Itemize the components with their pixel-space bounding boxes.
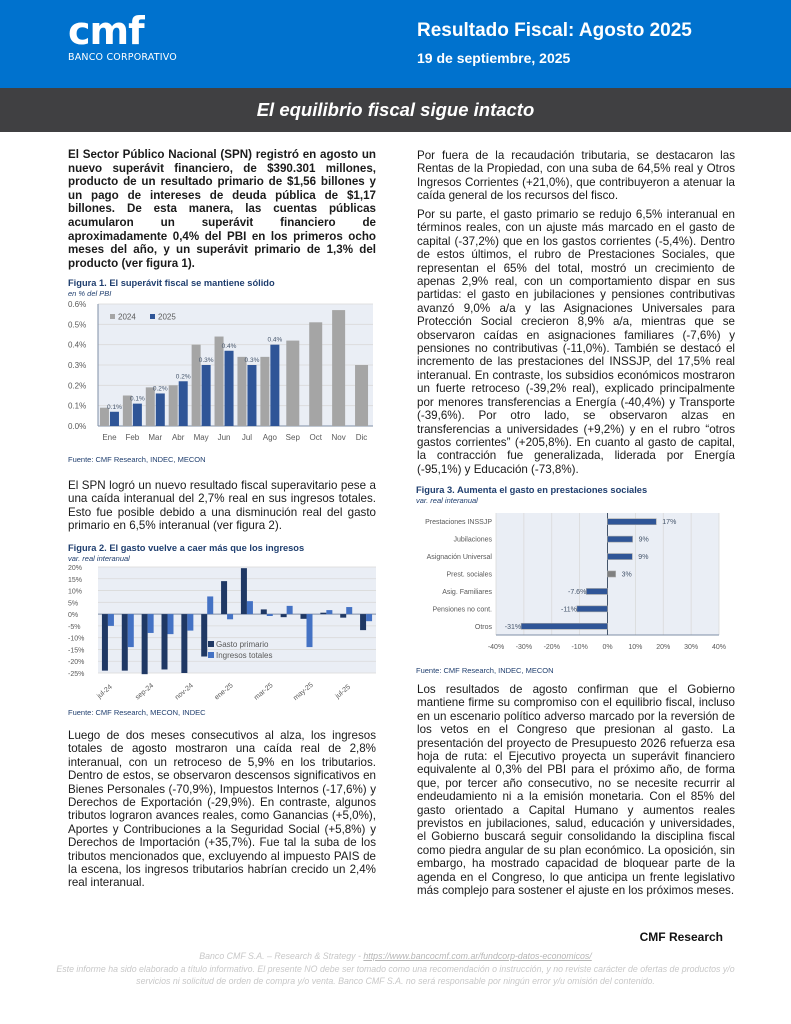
- y-tick-label: 0%: [68, 612, 79, 620]
- paragraph: Por su parte, el gasto primario se redujo 6,5% interanual en términos reales, con un ajuste más marcado en el gasto de capital (-37,2%) que en los gastos corrientes (-5,4%). Dentro de estos últimos, el rubro de Prestaciones Sociales, que representan el 65% del total, mostró un crecimiento de apenas 2,9% real, con un comportamiento dispar en sus partidas: el gasto en jubilaciones y pensiones contributivas avanzó 9,0% a/a y las Asignaciones Universales para Protección Social crecieron 8,9% a/a, mientras que se observaron caídas en asignaciones familiares (-7,6%) y pensiones no contributivas (-11,0%). También se destacó el incremento de las prestaciones del INSSJP, del 17,5% real interanual. En contraste, los subsidios económicos mostraron un fuerte retroceso (-39,2% real), explicado principalmente por menores transferencias a Energía (-40,4%) y Transporte (-39,6%). Por otro lado, se observaron alzas en transferencias a universidades (+9,2%) y en el rubro “otros gastos corrientes” (+205,8%). En cuanto al gasto de capital, la contracción fue generalizada, liderada por Energía (-95,1%) y Educación (-73,8%).: [417, 208, 735, 476]
- y-tick-label: 0.6%: [68, 300, 87, 309]
- x-tick-label: mar-25: [253, 682, 275, 702]
- bar-2024: [286, 341, 299, 426]
- paragraph: Por fuera de la recaudación tributaria, se destacaron las Rentas de la Propiedad, con una suba de 64,5% real y Otros Ingresos Corrientes (+21,0%), que contribuyeron a atenuar la caída general de los recursos del fisco.: [417, 149, 735, 203]
- data-label: 0.3%: [198, 357, 214, 364]
- bar-2024: [169, 385, 178, 426]
- bar-2024: [260, 357, 269, 426]
- paragraph: El SPN logró un nuevo resultado fiscal superavitario pese a una caída interanual del 2,7% real en sus ingresos totales. Esto fue posible debido a una disminución real del gasto primario en 6,5% interanual (ver figura 2).: [68, 479, 376, 533]
- y-category-label: Otros: [474, 623, 492, 631]
- y-tick-label: -15%: [68, 647, 85, 655]
- bar-2025: [225, 351, 234, 426]
- bar-ingresos-totales: [346, 607, 352, 614]
- bar-gasto-primario: [201, 614, 207, 656]
- legend-label: 2025: [158, 312, 176, 322]
- data-label: 3%: [621, 571, 632, 579]
- figure-subtitle: en % del PBI: [68, 289, 112, 298]
- bar-gasto-primario: [281, 614, 287, 617]
- bar-ingresos-totales: [227, 614, 233, 619]
- logo-wordmark: cmf: [68, 9, 144, 53]
- figure-title: Figura 1. El superávit fiscal se mantiene sólido: [68, 278, 275, 288]
- bar: [608, 519, 657, 525]
- x-tick-label: Jun: [217, 433, 231, 442]
- bar-gasto-primario: [122, 614, 128, 671]
- x-tick-label: Feb: [125, 433, 140, 442]
- data-label: -31%: [504, 623, 522, 631]
- figure-subtitle: var. real interanual: [68, 554, 130, 563]
- bar-2025: [247, 365, 256, 426]
- bar-ingresos-totales: [168, 614, 174, 634]
- bar: [608, 571, 616, 577]
- x-tick-label: -10%: [571, 644, 588, 651]
- legend-swatch: [150, 314, 155, 319]
- bar-2025: [179, 381, 188, 426]
- report-date: 19 de septiembre, 2025: [417, 50, 571, 66]
- bar-2024: [215, 337, 224, 426]
- x-tick-label: jul-25: [334, 683, 353, 701]
- bar-2025: [133, 404, 142, 426]
- x-tick-label: -30%: [515, 644, 533, 651]
- data-label: 0.4%: [221, 342, 237, 350]
- figure-1-chart: [68, 298, 378, 450]
- figure-source: Fuente: CMF Research, INDEC, MECON: [68, 455, 206, 464]
- bar-ingresos-totales: [307, 614, 313, 647]
- figure-subtitle: var. real interanual: [416, 496, 478, 505]
- x-tick-label: jul-24: [96, 683, 114, 701]
- lead-paragraph: El Sector Público Nacional (SPN) registró en agosto un nuevo superávit financiero, de $390.301 millones, producto de un resultado primario de $1,56 billones y un pago de intereses de deuda pública de $1,17 billones. De esta manera, las cuentas públicas acumularon un superávit financiero de aproximadamente 0,4% del PBI en los primeros ocho meses del año, y un superávit primario de 1,3% del producto (ver figura 1).: [68, 148, 376, 270]
- data-label: 0.1%: [129, 395, 145, 403]
- legend-label: 2024: [118, 312, 136, 322]
- data-label: 0.2%: [175, 373, 191, 381]
- x-tick-label: Oct: [309, 433, 322, 442]
- legend-label: Ingresos totales: [216, 651, 273, 660]
- y-tick-label: 0.5%: [68, 320, 87, 330]
- figure-2: [68, 543, 378, 717]
- bar-gasto-primario: [221, 581, 227, 614]
- figure-source: Fuente: CMF Research, INDEC, MECON: [416, 666, 554, 675]
- bar-ingresos-totales: [108, 614, 114, 626]
- y-tick-label: -25%: [68, 671, 85, 678]
- headline: El equilibrio fiscal sigue intacto: [256, 99, 535, 120]
- figure-title: Figura 2. El gasto vuelve a caer más que los ingresos: [68, 543, 305, 553]
- x-tick-label: 20%: [656, 644, 671, 651]
- report-header: [0, 0, 791, 88]
- x-tick-label: -40%: [487, 644, 505, 651]
- footer-link[interactable]: https://www.bancocmf.com.ar/fundcorp-datos-economicos/: [363, 951, 592, 961]
- legend-label: Gasto primario: [216, 640, 269, 649]
- footer-line: [40, 950, 751, 963]
- bar-2024: [146, 387, 155, 426]
- y-tick-label: 0.0%: [68, 422, 87, 431]
- bar-gasto-primario: [241, 568, 247, 614]
- data-label: 9%: [638, 554, 649, 562]
- bar-2024: [309, 322, 322, 426]
- bar-ingresos-totales: [207, 596, 213, 614]
- x-tick-label: Dic: [355, 433, 368, 442]
- signature: CMF Research: [639, 930, 723, 944]
- bar: [577, 606, 608, 612]
- y-category-label: Prest. sociales: [446, 571, 492, 579]
- figure-1: [68, 278, 378, 464]
- bar-2025: [110, 412, 119, 426]
- figure-2-chart: [68, 563, 378, 703]
- bar-ingresos-totales: [326, 610, 332, 614]
- y-tick-label: 0.2%: [68, 381, 87, 391]
- bar-2025: [270, 345, 279, 426]
- y-category-label: Pensiones no cont.: [432, 606, 492, 614]
- bar-ingresos-totales: [128, 614, 134, 647]
- y-category-label: Jubilaciones: [453, 536, 492, 544]
- bar-gasto-primario: [181, 614, 187, 673]
- figure-source: Fuente: CMF Research, MECON, INDEC: [68, 708, 206, 717]
- left-column: [68, 148, 376, 270]
- y-tick-label: -20%: [68, 659, 85, 667]
- x-tick-label: may-25: [292, 681, 315, 703]
- x-tick-label: ene-25: [213, 682, 235, 702]
- bar: [586, 588, 607, 594]
- y-tick-label: 10%: [68, 588, 83, 596]
- paragraph: Los resultados de agosto confirman que el Gobierno mantiene firme su compromiso con el equilibrio fiscal, incluso en un escenario político adverso marcado por la reversión de los vetos en el Congreso que presionan al gasto. La presentación del proyecto de Presupuesto 2026 refuerza esa hoja de ruta: el Ejecutivo proyecta un superávit financiero equivalente al 0,3% del PBI para el próximo año, de forma que, por tercer año consecutivo, no se necesite recurrir al endeudamiento ni a la emisión monetaria. Con el 85% del gasto orientado a Capital Humano y aumentos reales previstos en jubilaciones, salud, educación y universidades, el Gobierno buscará seguir consolidando la disciplina fiscal como piedra angular de su plan económico. La oposición, sin embargo, ha mostrado capacidad de bloquear parte de la agenda en el Congreso, lo que anticipa un frente legislativo más complejo para sostener el ajuste en los próximos meses.: [417, 683, 735, 898]
- y-category-label: Prestaciones INSSJP: [425, 519, 492, 527]
- cmf-logo: [68, 9, 177, 63]
- bar: [608, 536, 633, 542]
- y-tick-label: 0.1%: [68, 401, 87, 411]
- bar-ingresos-totales: [187, 614, 193, 630]
- paragraph: Luego de dos meses consecutivos al alza, los ingresos totales de agosto mostraron una caída real de 2,8% interanual, con un retroceso de 5,9% en los tributarios. Dentro de estos, se observaron descensos significativos en Bienes Personales (-70,9%), Impuestos Internos (-17,6%) y Derechos de Exportación (-29,9%). En contraste, algunos tributos lograron avances reales, como Ganancias (+5,0%), Aportes y Contribuciones a la Seguridad Social (+5,8%) y Derechos de Importación (+35,7%). Fue tal la suba de los tributos mencionados que, excluyendo al impuesto PAIS de la escena, los ingresos tributarios habrían crecido un 2,4% real interanual.: [68, 729, 376, 890]
- bar-2024: [332, 310, 345, 426]
- bar-ingresos-totales: [366, 614, 372, 621]
- bar-gasto-primario: [301, 614, 307, 619]
- bar-2024: [355, 365, 368, 426]
- y-category-label: Asignación Universal: [426, 554, 492, 562]
- bar-ingresos-totales: [247, 601, 253, 614]
- x-tick-label: nov-24: [173, 682, 195, 702]
- bar-ingresos-totales: [148, 614, 154, 633]
- x-tick-label: Abr: [171, 433, 185, 442]
- figure-3: [416, 485, 746, 675]
- data-label: 17%: [662, 519, 677, 527]
- bar-2025: [156, 393, 165, 426]
- y-tick-label: 15%: [68, 576, 83, 584]
- x-tick-label: -20%: [543, 644, 560, 651]
- y-tick-label: -10%: [68, 635, 85, 643]
- y-tick-label: 5%: [68, 600, 79, 608]
- bar: [608, 554, 633, 560]
- data-label: 0.2%: [152, 385, 168, 393]
- x-tick-label: May: [193, 433, 209, 442]
- footer: [40, 950, 751, 988]
- bar-ingresos-totales: [267, 614, 273, 616]
- figure-3-chart: [416, 505, 746, 657]
- x-tick-label: 0%: [602, 644, 613, 651]
- data-label: 0.4%: [267, 336, 283, 344]
- x-tick-label: 10%: [628, 644, 643, 651]
- footer-prefix: Banco CMF S.A. – Research & Strategy -: [199, 951, 364, 961]
- legend-swatch: [208, 652, 214, 658]
- x-tick-label: Ago: [262, 433, 277, 442]
- data-label: 9%: [638, 536, 649, 544]
- data-label: 0.1%: [107, 403, 122, 411]
- bar-2024: [237, 357, 246, 426]
- y-tick-label: -5%: [68, 623, 81, 631]
- bar-ingresos-totales: [287, 606, 293, 614]
- x-tick-label: Ene: [102, 433, 117, 442]
- figure-title: Figura 3. Aumenta el gasto en prestaciones sociales: [416, 485, 648, 495]
- y-tick-label: 0.3%: [68, 361, 87, 370]
- x-tick-label: Jul: [241, 433, 253, 442]
- x-tick-label: 30%: [684, 644, 699, 651]
- bar-gasto-primario: [102, 614, 108, 671]
- data-label: 0.3%: [244, 357, 260, 364]
- bar-gasto-primario: [162, 614, 168, 669]
- y-tick-label: 0.4%: [68, 340, 87, 350]
- x-tick-label: sep-24: [134, 682, 156, 702]
- y-category-label: Asig. Familiares: [442, 588, 492, 596]
- disclaimer: Este informe ha sido elaborado a título informativo. El presente NO debe ser tomado como una recomendación o instrucción, y no reviste carácter de ofertas de productos y/o servicios ni solicitud de orden de compra y/o venta. Banco CMF S.A. no será responsable por ningún error y/u omisión del contenido.: [56, 963, 735, 986]
- bar-gasto-primario: [142, 614, 148, 674]
- x-tick-label: Nov: [331, 433, 346, 442]
- headline-banner: [0, 88, 791, 132]
- x-tick-label: 40%: [711, 644, 727, 651]
- data-label: -11%: [561, 606, 577, 614]
- legend-swatch: [110, 314, 115, 319]
- bar-gasto-primario: [320, 613, 326, 614]
- bar-gasto-primario: [360, 614, 366, 630]
- x-tick-label: Sep: [285, 433, 300, 442]
- legend-swatch: [208, 641, 214, 647]
- x-tick-label: Mar: [148, 433, 163, 442]
- bar-gasto-primario: [340, 614, 346, 618]
- data-label: -7.6%: [568, 588, 587, 596]
- report-title: Resultado Fiscal: Agosto 2025: [417, 20, 692, 41]
- logo-subtitle: BANCO CORPORATIVO: [68, 52, 177, 63]
- bar: [521, 623, 607, 629]
- bar-gasto-primario: [261, 609, 267, 614]
- y-tick-label: 20%: [68, 565, 83, 572]
- bar-2025: [202, 365, 211, 426]
